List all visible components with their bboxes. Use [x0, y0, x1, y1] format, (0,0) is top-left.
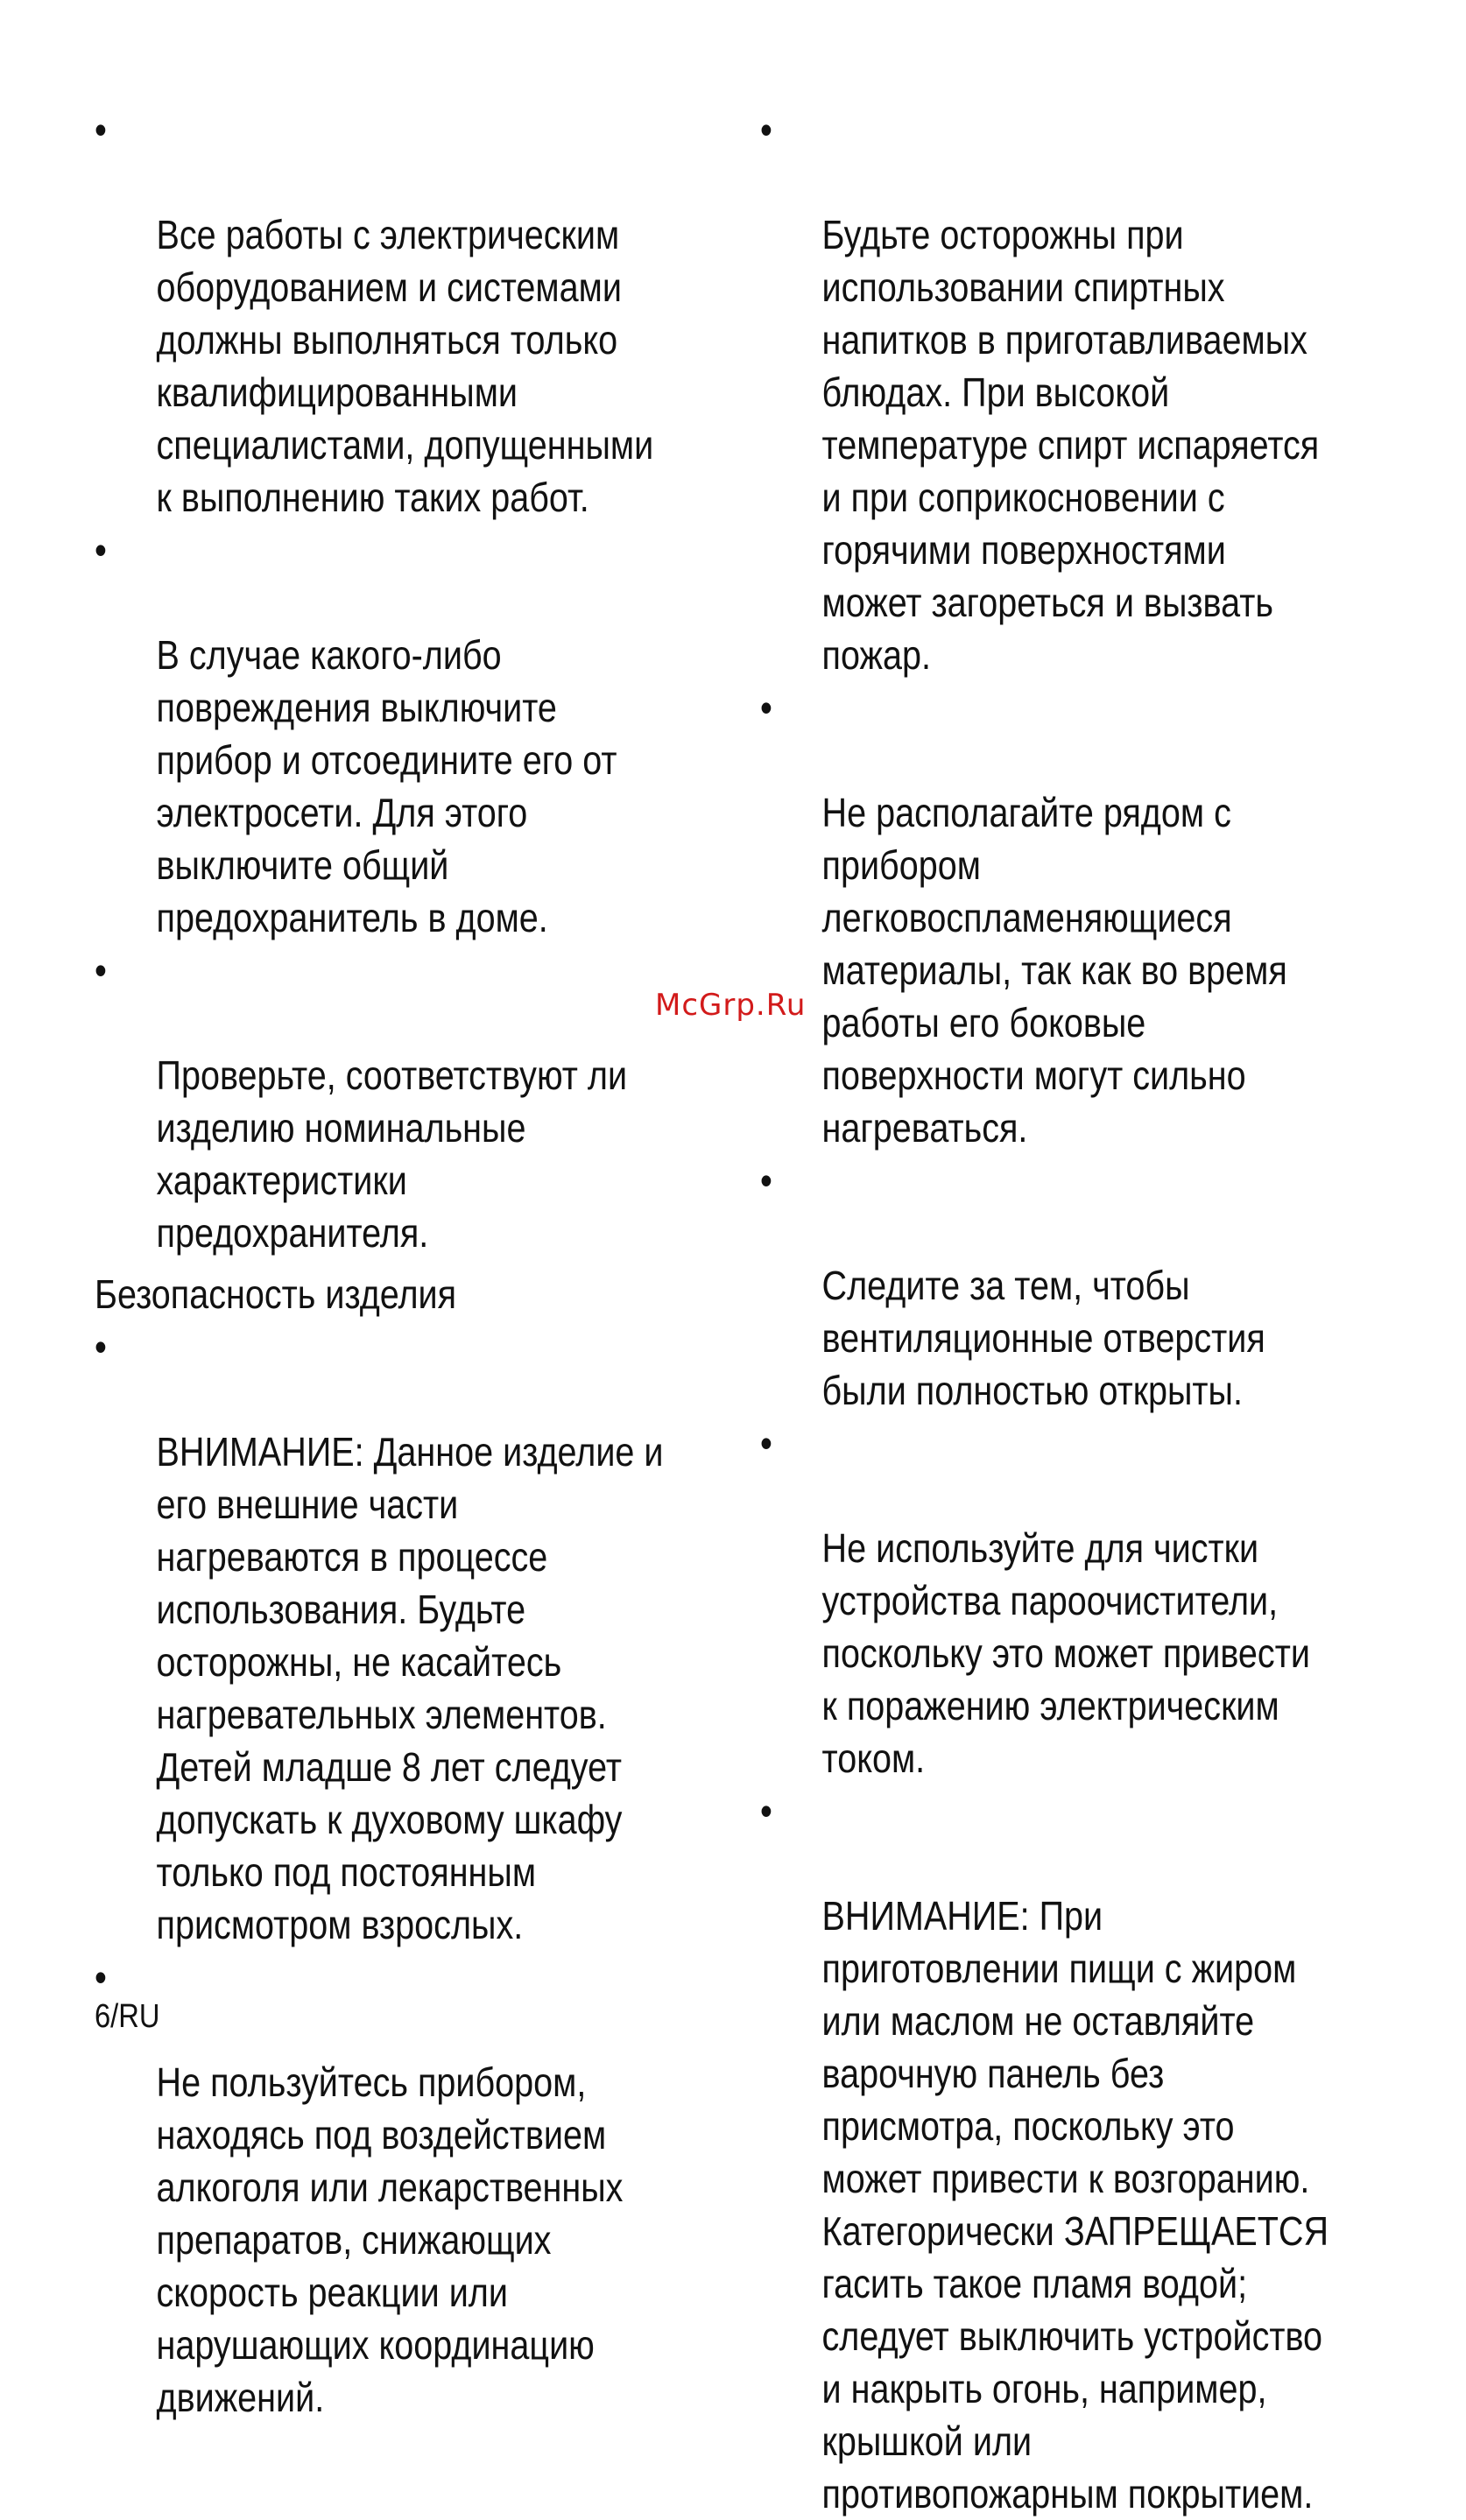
left-column — [95, 103, 689, 2424]
list-item — [760, 1417, 1355, 1784]
list-item-text: В случае какого-либо повреждения выключите прибор и отсоедините его от электросети. Для этого выключите общий предохранитель в доме. — [156, 632, 617, 940]
list-item-text: Не располагайте рядом с прибором легковоспламеняющиеся материалы, так как во время работы его боковые поверхности могут сильно нагреваться. — [821, 790, 1287, 1151]
list-item — [760, 103, 1355, 681]
list-item-text: ВНИМАНИЕ: Данное изделие и его внешние части нагреваются в процессе использования. Будьте осторожны, не касайтесь нагревательных элементов. Детей младше 8 лет следует допускать к духовому шкафу только под постоянным присмотром взрослых. — [156, 1429, 664, 1947]
list-item — [95, 524, 689, 944]
list-item — [95, 1320, 689, 1951]
bullet-icon: • — [760, 107, 772, 152]
bullet-icon: • — [760, 1158, 772, 1203]
list-item — [760, 681, 1355, 1154]
bullet-icon: • — [760, 685, 772, 730]
list-item-text: Не используйте для чистки устройства пароочистители, поскольку это может привести к поражению электрическим током. — [821, 1525, 1310, 1781]
bullet-icon: • — [95, 527, 107, 573]
watermark-text: McGrp.Ru — [655, 988, 807, 1023]
page-number: 6/RU — [95, 1998, 160, 2035]
bullet-icon: • — [95, 1324, 107, 1369]
list-item — [95, 103, 689, 524]
list-item-text: Будьте осторожны при использовании спиртных напитков в приготавливаемых блюдах. При высокой температуре спирт испаряется и при соприкосновении с горячими поверхностями может загореться и вызвать пожар. — [821, 212, 1320, 678]
list-item-text: Не пользуйтесь прибором, находясь под воздействием алкоголя или лекарственных препаратов, снижающих скорость реакции или нарушающих координацию движений. — [156, 2059, 624, 2420]
bullet-icon: • — [760, 1788, 772, 1834]
right-column — [760, 103, 1355, 2520]
section-heading: Безопасность изделия — [95, 1271, 457, 1317]
list-item-text: ВНИМАНИЕ: При приготовлении пищи с жиром или маслом не оставляйте варочную панель без присмотра, поскольку это может привести к возгоранию. Категорически ЗАПРЕЩАЕТСЯ гасить такое пламя водой; следует выключить устройство и накрыть огонь, например, крышкой или противопожарным покрытием. — [821, 1893, 1329, 2516]
bullet-icon: • — [95, 1954, 107, 2000]
list-item-text: Все работы с электрическим оборудованием и системами должны выполняться только квалифицированными специалистами, допущенными к выполнению таких работ. — [156, 212, 654, 520]
list-item — [95, 944, 689, 1259]
list-item-text: Проверьте, соответствуют ли изделию номинальные характеристики предохранителя. — [156, 1052, 628, 1256]
list-item — [760, 1154, 1355, 1417]
bullet-icon: • — [95, 947, 107, 993]
list-item — [95, 1951, 689, 2424]
bullet-icon: • — [760, 1420, 772, 1466]
list-item-text: Следите за тем, чтобы вентиляционные отверстия были полностью открыты. — [821, 1263, 1265, 1413]
list-item — [760, 1784, 1355, 2520]
bullet-icon: • — [95, 107, 107, 152]
